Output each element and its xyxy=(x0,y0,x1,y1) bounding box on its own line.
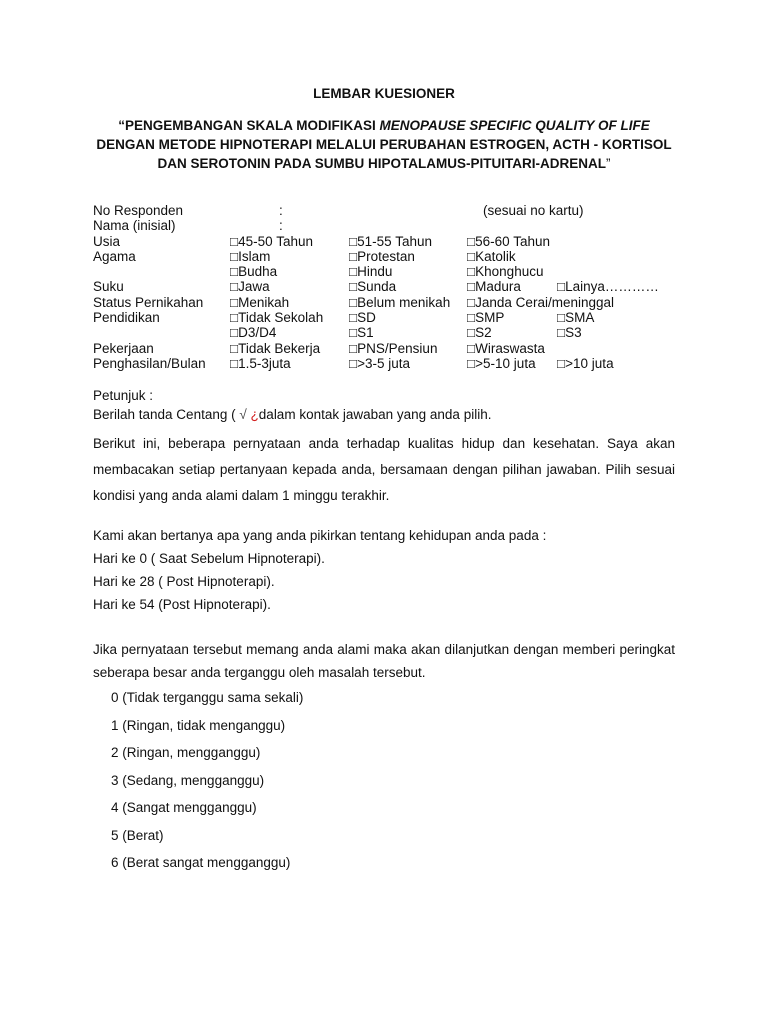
demographic-label: Pendidikan xyxy=(93,310,160,326)
option-checkbox[interactable]: □Janda Cerai/meninggal xyxy=(467,294,614,310)
option-checkbox[interactable]: □Islam xyxy=(230,248,271,264)
option-checkbox[interactable]: □PNS/Pensiun xyxy=(349,340,438,356)
scale-item: 5 (Berat) xyxy=(111,827,164,843)
option-checkbox[interactable]: □>10 juta xyxy=(557,355,614,371)
subtitle-part1: “PENGEMBANGAN SKALA MODIFIKASI xyxy=(118,118,380,133)
option-checkbox[interactable]: □Jawa xyxy=(230,279,270,295)
scale-item: 3 (Sedang, mengganggu) xyxy=(111,772,265,788)
timeline-day: Hari ke 28 ( Post Hipnoterapi). xyxy=(93,574,275,589)
option-checkbox[interactable]: □Hindu xyxy=(349,264,393,280)
option-checkbox[interactable]: □Sunda xyxy=(349,279,397,295)
instructions-line-start: Berilah tanda Centang ( xyxy=(93,407,240,422)
option-checkbox[interactable]: □Wiraswasta xyxy=(467,340,545,356)
check-mark-icon: √ xyxy=(239,407,247,422)
instructions-block xyxy=(93,386,675,424)
option-checkbox[interactable]: □>3-5 juta xyxy=(349,355,411,371)
subtitle-close-quote: ” xyxy=(606,156,611,171)
demographic-label: Agama xyxy=(93,248,136,264)
scale-item: 0 (Tidak terganggu sama sekali) xyxy=(111,690,304,705)
option-checkbox[interactable]: □SD xyxy=(349,310,376,326)
option-checkbox[interactable]: □Lainya………… xyxy=(557,279,659,295)
respondent-name-colon: : xyxy=(279,218,283,234)
demographic-label: Status Pernikahan xyxy=(93,294,204,310)
demographic-label: Pekerjaan xyxy=(93,340,154,356)
option-checkbox[interactable]: □S1 xyxy=(349,325,374,341)
option-checkbox[interactable]: □Khonghucu xyxy=(467,264,544,280)
demographic-label: Penghasilan/Bulan xyxy=(93,355,206,371)
scale-item: 1 (Ringan, tidak menganggu) xyxy=(111,717,286,733)
demographic-label: Usia xyxy=(93,233,121,249)
option-checkbox[interactable]: □1.5-3juta xyxy=(230,355,291,371)
timeline-day: Hari ke 54 (Post Hipnoterapi). xyxy=(93,597,271,612)
instructions-line-end: dalam kontak jawaban yang anda pilih. xyxy=(258,407,492,422)
timeline-intro: Kami akan bertanya apa yang anda pikirkan tentang kehidupan anda pada : xyxy=(93,528,547,543)
intro-paragraph: Berikut ini, beberapa pernyataan anda terhadap kualitas hidup dan kesehatan. Saya akan membacakan setiap pertanyaan kepada anda, bersamaan dengan pilihan jawaban. Pilih sesuai kondisi yang anda alami dalam 1 minggu terakhir. xyxy=(93,436,675,503)
option-checkbox[interactable]: □S3 xyxy=(557,325,582,341)
option-checkbox[interactable]: □SMA xyxy=(557,310,595,326)
scale-item: 4 (Sangat mengganggu) xyxy=(111,800,257,815)
instructions-heading: Petunjuk : xyxy=(93,388,154,403)
option-checkbox[interactable]: □Menikah xyxy=(230,294,290,310)
option-checkbox[interactable]: □D3/D4 xyxy=(230,325,277,341)
document-title: LEMBAR KUESIONER xyxy=(313,86,455,101)
option-checkbox[interactable]: □45-50 Tahun xyxy=(230,233,313,249)
option-checkbox[interactable]: □>5-10 juta xyxy=(467,355,536,371)
respondent-name-label: Nama (inisial) xyxy=(93,218,176,234)
red-glyph: ¿ xyxy=(250,407,259,422)
option-checkbox[interactable]: □Katolik xyxy=(467,248,516,264)
respondent-number-note: (sesuai no kartu) xyxy=(483,203,584,218)
option-checkbox[interactable]: □Protestan xyxy=(349,248,415,264)
subtitle-italic: MENOPAUSE SPECIFIC QUALITY OF LIFE xyxy=(379,118,650,133)
rating-scale xyxy=(111,684,303,877)
respondent-number-colon: : xyxy=(279,203,283,218)
option-checkbox[interactable]: □Belum menikah xyxy=(349,294,451,310)
scale-item: 2 (Ringan, mengganggu) xyxy=(111,745,261,760)
document-subtitle xyxy=(94,116,674,173)
option-checkbox[interactable]: □S2 xyxy=(467,325,492,341)
option-checkbox[interactable]: □Tidak Sekolah xyxy=(230,310,324,326)
demographic-label: Suku xyxy=(93,279,124,295)
option-checkbox[interactable]: □Madura xyxy=(467,279,521,295)
timeline-day: Hari ke 0 ( Saat Sebelum Hipnoterapi). xyxy=(93,551,325,566)
option-checkbox[interactable]: □56-60 Tahun xyxy=(467,233,550,249)
rating-paragraph: Jika pernyataan tersebut memang anda alami maka akan dilanjutkan dengan memberi peringkat seberapa besar anda terganggu oleh masalah tersebut. xyxy=(93,642,675,680)
timeline-block xyxy=(93,524,675,616)
scale-item: 6 (Berat sangat mengganggu) xyxy=(111,855,291,870)
option-checkbox[interactable]: □Tidak Bekerja xyxy=(230,340,321,356)
subtitle-part2: DENGAN METODE HIPNOTERAPI MELALUI PERUBAHAN ESTROGEN, ACTH - KORTISOL DAN SEROTONIN PADA SUMBU HIPOTALAMUS-PITUITARI-ADRENAL xyxy=(96,137,672,171)
instructions-line xyxy=(93,405,675,424)
option-checkbox[interactable]: □Budha xyxy=(230,264,278,280)
option-checkbox[interactable]: □51-55 Tahun xyxy=(349,233,432,249)
option-checkbox[interactable]: □SMP xyxy=(467,310,505,326)
respondent-number-label: No Responden xyxy=(93,203,184,218)
